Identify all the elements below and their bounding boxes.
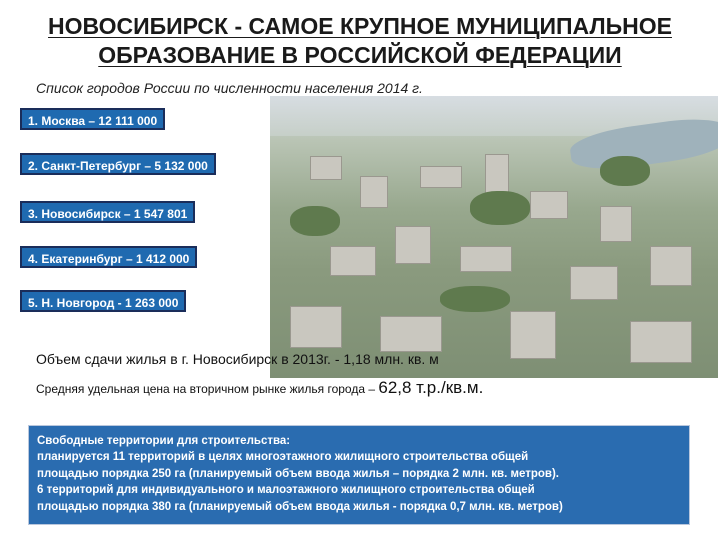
photo-building [600,206,632,242]
city-box-yekaterinburg: 4. Екатеринбург – 1 412 000 [20,246,197,268]
photo-building [530,191,568,219]
city-box-saint-petersburg: 2. Санкт-Петербург – 5 132 000 [20,153,216,175]
free-land-line: планируется 11 территорий в целях многоэтажного жилищного строительства общей [37,451,529,464]
photo-building [630,321,692,363]
photo-building [360,176,388,208]
price-text [36,378,483,398]
photo-park [440,286,510,312]
title-line-2: ОБРАЗОВАНИЕ В РОССИЙСКОЙ ФЕДЕРАЦИИ [98,42,622,68]
photo-building [460,246,512,272]
photo-building [485,154,509,196]
cities-list-heading: Список городов России по численности населения 2014 г. [36,80,423,96]
photo-building [510,311,556,359]
free-land-line: площадью порядка 250 га (планируемый объем ввода жилья – порядка 2 млн. кв. метров). [37,467,559,480]
free-land-box [28,425,690,525]
page-title [0,12,720,70]
photo-building [330,246,376,276]
title-line-1: НОВОСИБИРСК - САМОЕ КРУПНОЕ МУНИЦИПАЛЬНОЕ [48,13,672,39]
photo-building [310,156,342,180]
photo-building [395,226,431,264]
photo-building [420,166,462,188]
city-aerial-photo [270,96,718,378]
city-box-moscow: 1. Москва – 12 111 000 [20,108,165,130]
photo-building [570,266,618,300]
photo-building [380,316,442,352]
price-label: Средняя удельная цена на вторичном рынке жилья города – [36,382,376,396]
free-land-line: площадью порядка 380 га (планируемый объем ввода жилья - порядка 0,7 млн. кв. метров) [37,500,563,513]
city-box-novosibirsk: 3. Новосибирск – 1 547 801 [20,201,195,223]
city-box-nizhny-novgorod: 5. Н. Новгород - 1 263 000 [20,290,186,312]
photo-park [470,191,530,225]
photo-park [290,206,340,236]
photo-building [650,246,692,286]
photo-park [600,156,650,186]
price-value: 62,8 т.р./кв.м. [378,378,484,397]
housing-volume-text: Объем сдачи жилья в г. Новосибирск в 2013г. - 1,18 млн. кв. м [36,351,439,367]
free-land-line: 6 территорий для индивидуального и малоэтажного жилищного строительства общей [37,484,535,497]
photo-building [290,306,342,348]
free-land-line: Свободные территории для строительства: [37,435,291,447]
